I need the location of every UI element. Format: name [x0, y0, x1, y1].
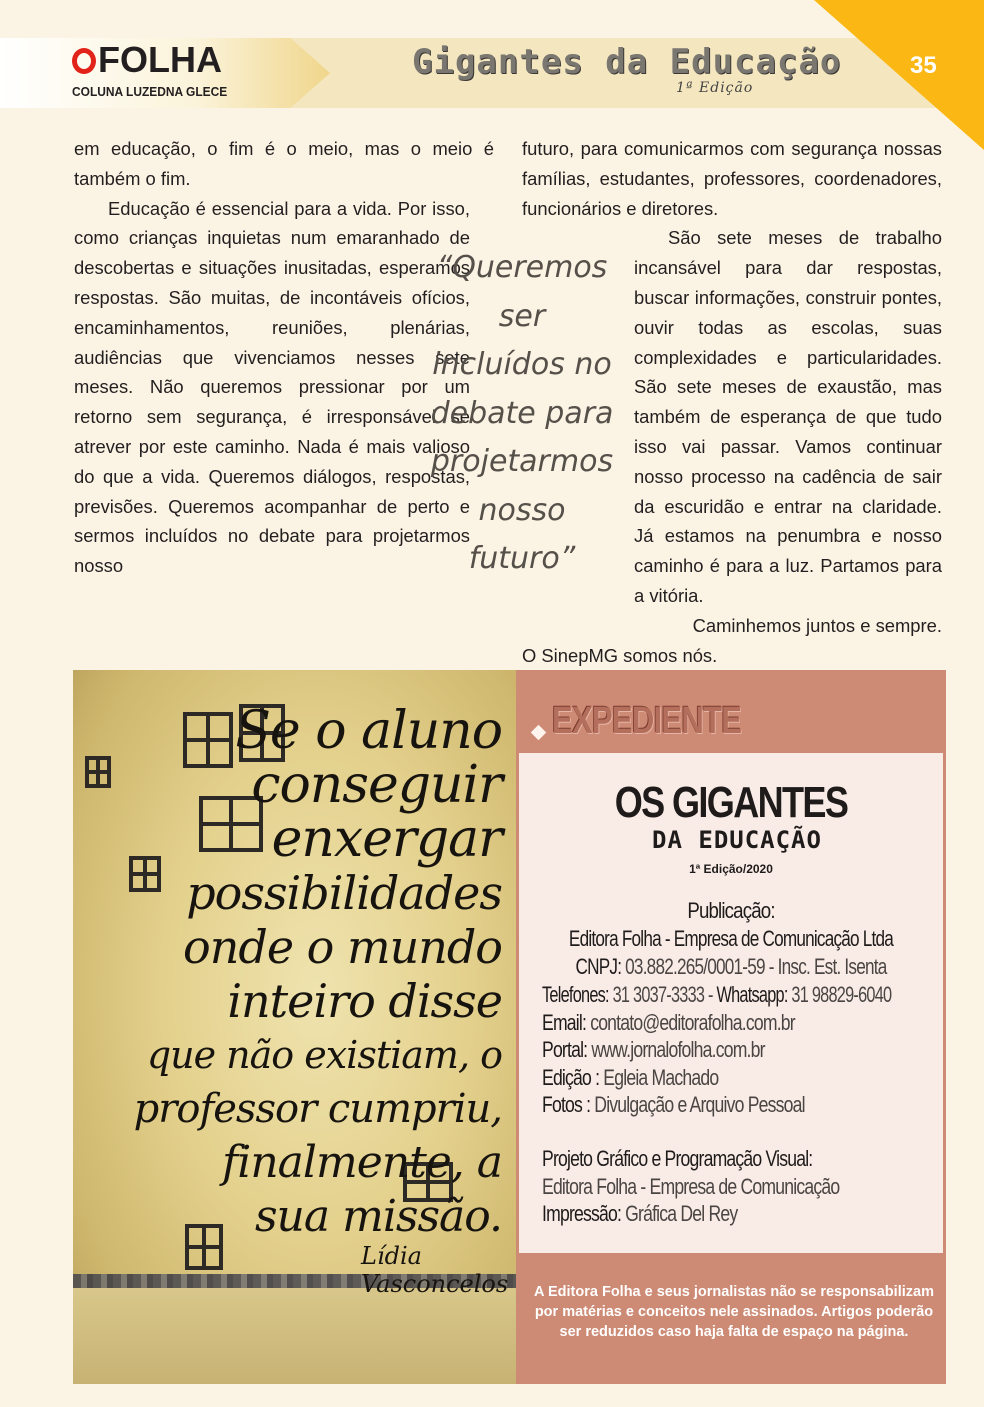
email-label: Email: — [542, 1010, 587, 1035]
quote-line: finalmente, a — [221, 1137, 502, 1188]
pull-quote-line: projetarmos — [430, 444, 614, 479]
impressao-value: Gráfica Del Rey — [621, 1201, 738, 1226]
article-paragraph-text: São sete meses de trabalho incansável para dar respostas, buscar informações, construir pontes, ouvir todas as escolas, suas complexidades e particularidades. São sete meses de exaustão, mas também de esperança de que tudo isso vai passar. Vamos continuar nosso processo na cadência de sair da escuridão e entrar na claridade. Já estamos na penumbra e nosso caminho é para a luz. Partamos para a vitória. — [634, 227, 942, 606]
issue-title: Gigantes da Educação — [412, 42, 842, 82]
email-value: contato@editorafolha.com.br — [586, 1010, 795, 1035]
quote-image-floor — [73, 1288, 516, 1384]
article-paragraph: em educação, o fim é o meio, mas o meio é também o fim. — [74, 138, 494, 189]
whatsapp-value: 31 98829-6040 — [787, 982, 892, 1007]
email-line — [542, 1010, 795, 1036]
quote-image — [73, 670, 516, 1384]
edicao-value: Egleia Machado — [599, 1065, 719, 1090]
fotos-line — [542, 1092, 805, 1118]
cnpj-label: CNPJ: — [575, 954, 622, 979]
quote-line: Se o aluno — [235, 701, 502, 761]
expediente-heading: EXPEDIENTE — [552, 700, 742, 742]
column-name: COLUNA LUZEDNA GLECE — [72, 84, 228, 99]
pull-quote-line: nosso — [478, 492, 566, 528]
article-paragraph-text: Educação é essencial para a vida. Por isso, como crianças inquietas num emaranhado de descobertas e situações inusitadas, esperamos respostas. São muitas, de incontáveis ofícios, encaminhamentos, reuniões, plenárias, audiências que vivenciamos nesses sete meses. Não queremos pressionar por um retorno sem segurança, é irresponsável se atrever por este caminho. Nada é mais valioso do que a vida. Queremos diálogos, respostas, previsões. Queremos acompanhar de perto e sermos incluídos no debate para projetarmos nosso — [74, 197, 470, 577]
quote-line: inteiro disse — [227, 974, 502, 1028]
edicao-label: Edição : — [542, 1065, 600, 1090]
page-number: 35 — [910, 52, 937, 79]
quote-author: Lídia Vasconcelos — [361, 1242, 509, 1298]
quote-text — [82, 701, 502, 1244]
impressao-line — [542, 1201, 737, 1227]
pull-quote-line: incluídos no — [432, 347, 612, 382]
edicao-line — [542, 1065, 718, 1091]
projeto-label: Projeto Gráfico e Programação Visual: — [542, 1146, 813, 1171]
pull-quote-line: ser — [498, 298, 546, 334]
pull-quote-line: debate para — [430, 395, 614, 431]
phones-label: Telefones: — [542, 982, 609, 1007]
pull-quote-line: “Queremos — [436, 250, 608, 285]
disclaimer: A Editora Folha e seus jornalistas não se responsabilizam por matérias e conceitos nele assinados. Artigos poderão ser reduzidos caso haja falta de espaço na página. — [534, 1284, 934, 1340]
phones-value: 31 3037-3333 - — [608, 982, 717, 1007]
article-paragraph-text: Caminhemos juntos e sempre. — [692, 614, 942, 636]
article-paragraph: futuro, para comunicarmos com segurança nossas famílias, estudantes, professores, coordenadores, funcionários e diretores. — [522, 138, 942, 219]
fotos-label: Fotos : — [542, 1092, 591, 1117]
quote-line: enxergar — [271, 809, 502, 869]
pull-quote-line: futuro” — [468, 541, 576, 576]
article-signature: O SinepMG somos nós. — [522, 644, 718, 666]
quote-line: conseguir — [251, 755, 502, 815]
publication-label: Publicação: — [687, 898, 775, 923]
cnpj-value: 03.882.265/0001-59 - Insc. Est. Isenta — [621, 954, 887, 979]
portal-line — [542, 1037, 765, 1063]
projeto-value-text: Editora Folha - Empresa de Comunicação — [542, 1174, 840, 1199]
phones-line — [542, 982, 891, 1008]
portal-value: www.jornalofolha.com.br — [587, 1037, 765, 1062]
portal-label: Portal: — [542, 1037, 588, 1062]
quote-line: sua missão. — [254, 1191, 502, 1242]
publisher-name: Editora Folha - Empresa de Comunicação Ltda — [568, 926, 894, 951]
folha-logo — [72, 39, 241, 80]
expediente-title: OS GIGANTES — [614, 778, 848, 827]
logo-block — [72, 39, 241, 99]
logo-circle-icon — [72, 48, 96, 74]
article-paragraph — [522, 611, 942, 641]
whatsapp-label: Whatsapp: — [716, 982, 788, 1007]
expediente-edition: 1ª Edição/2020 — [689, 862, 773, 876]
quote-line: que não existiam, o — [146, 1033, 502, 1077]
issue-edition: 1ª Edição — [676, 80, 754, 96]
logo-text: FOLHA — [98, 39, 222, 80]
cnpj-line — [566, 954, 897, 980]
quote-line: onde o mundo — [183, 920, 502, 974]
fotos-value: Divulgação e Arquivo Pessoal — [590, 1092, 805, 1117]
pull-quote — [422, 244, 622, 584]
impressao-label: Impressão: — [542, 1201, 622, 1226]
expediente-subtitle: DA EDUCAÇÃO — [652, 826, 822, 854]
projeto-value — [542, 1174, 839, 1200]
quote-line: possibilidades — [186, 866, 502, 920]
quote-line: professor cumpriu, — [133, 1086, 502, 1132]
